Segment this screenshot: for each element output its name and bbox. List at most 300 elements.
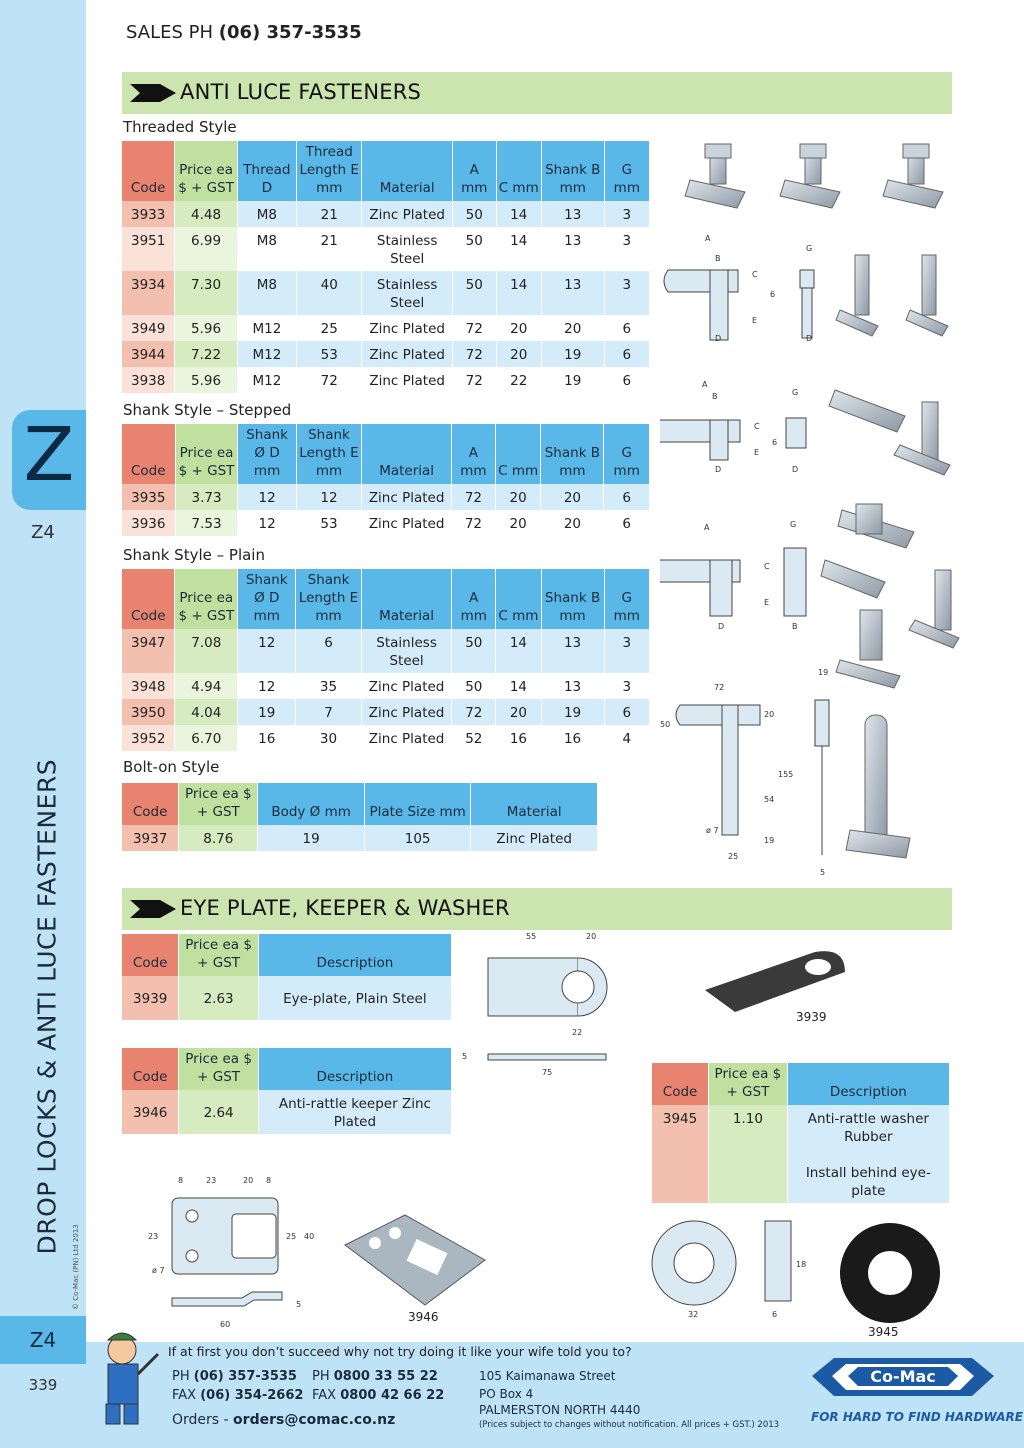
tagline: FOR HARD TO FIND HARDWARE [811,1410,1023,1424]
column-header: Price ea $ + GST [179,783,258,825]
product-code: 3935 [122,484,175,510]
footer-fax [172,1388,303,1403]
table-cell: M12 [237,367,296,393]
dimension-label: 5 [296,1300,302,1309]
page-tag: Z4 [31,522,55,543]
copyright: © Co-Mac (PN) Ltd 2013 [72,1224,80,1310]
table-cell: 20 [495,484,541,510]
table-cell: 13 [541,271,604,315]
sales-phone-header [126,22,362,43]
column-header: Code [122,934,179,976]
dimension-label: B [792,622,798,631]
dimension-label: 5 [462,1052,468,1061]
column-header: Code [122,783,179,825]
dimension-label: 55 [526,932,537,941]
product-code: 3939 [122,976,179,1020]
dimension-label: 8 [178,1176,184,1185]
table-cell: 50 [452,629,496,673]
column-header: Price ea $ + GST [175,141,237,201]
price-cell: 6.70 [175,725,238,751]
table-cell: 21 [296,201,361,227]
bottom-tag: Z4 [0,1316,86,1364]
dimension-label: E [764,598,770,607]
table-cell: Eye-plate, Plain Steel [258,976,451,1020]
column-header: Plate Size mm [364,783,471,825]
dimension-label: G [792,388,799,397]
dimension-label: C [764,562,770,571]
dimension-label: E [752,316,758,325]
plain-table [122,569,650,751]
table-cell: 19 [541,367,604,393]
header-row [122,569,650,629]
column-header: Thread D [237,141,296,201]
dimension-label: 32 [688,1310,699,1319]
section-letter: Z [23,412,75,498]
table-cell: 20 [541,484,604,510]
stepped-table [122,424,650,536]
dimension-label: A [702,380,708,389]
dimension-label: 20 [764,710,775,719]
stepped-fastener-photos [829,390,950,475]
eyeplate-diagram [470,930,620,1080]
product-code: 3952 [122,725,175,751]
table-cell: M8 [237,227,296,271]
dimension-label: E [754,448,760,457]
table-row [122,1090,452,1134]
logo-text: Co-Mac [870,1367,936,1386]
dimension-label: 19 [818,668,829,677]
product-code: 3946 [122,1090,179,1134]
dimension-label: 23 [148,1232,159,1241]
ph-number: (06) 357-3535 [193,1369,297,1384]
product-code: 3934 [122,271,175,315]
address-line-2: PO Box 4 [479,1387,534,1401]
column-header: Price ea $ + GST [709,1063,788,1105]
table-cell: 50 [452,271,496,315]
sales-label: SALES PH [126,22,214,43]
dimension-label: C [754,422,760,431]
price-cell: 4.94 [175,673,238,699]
dimension-label: 25 [286,1232,297,1241]
price-cell: 4.48 [175,201,237,227]
eyeplate-table [122,934,452,1020]
bolton-title: Bolt-on Style [123,758,220,776]
column-header: Shank Ø D mm [238,569,296,629]
price-cell: 2.64 [179,1090,258,1134]
keeper-diagram [150,1170,330,1320]
column-header: G mm [604,141,649,201]
table-cell: 3 [604,227,649,271]
dimension-label: G [806,244,813,253]
table-row [122,484,650,510]
table-cell: 20 [496,699,541,725]
price-cell: 4.04 [175,699,238,725]
freeph-label: PH [312,1369,330,1384]
table-cell: 16 [496,725,541,751]
threaded-diagram [664,270,814,340]
table-cell: 3 [604,629,649,673]
dimension-label: 20 [243,1176,254,1185]
table-cell: 20 [541,510,604,536]
keeper-caption: 3946 [408,1310,439,1324]
column-header: Material [361,569,452,629]
dimension-label: 72 [714,683,725,692]
table-cell: 12 [238,484,296,510]
vertical-title: DROP LOCKS & ANTI LUCE FASTENERS [32,758,62,1255]
footer-freefax [312,1388,444,1403]
column-header: Body Ø mm [258,783,365,825]
table-cell: 40 [296,271,361,315]
table-cell: Zinc Plated [362,484,452,510]
table-cell: 3 [604,673,649,699]
table-row [122,976,452,1020]
price-cell: 1.10 [709,1105,788,1203]
table-cell: 53 [296,510,362,536]
table-cell: Zinc Plated [362,510,452,536]
table-row [122,315,650,341]
column-header: G mm [604,569,649,629]
plain-fastener-photos [821,504,959,688]
column-header: Price ea $ + GST [179,934,258,976]
column-header: C mm [495,424,541,484]
section-title: ANTI LUCE FASTENERS [180,80,422,104]
column-header: G mm [604,424,650,484]
eyeplate-caption: 3939 [796,1010,827,1024]
table-cell: 6 [604,484,650,510]
table-cell: Zinc Plated [362,201,452,227]
column-header: Description [258,1048,451,1090]
column-header: Shank Length E mm [296,569,361,629]
table-cell: 19 [238,699,296,725]
table-cell: 21 [296,227,361,271]
freeph-number: 0800 33 55 22 [333,1369,438,1384]
product-code: 3945 [652,1105,709,1203]
dimension-label: D [806,334,813,343]
footer-phone [172,1369,297,1384]
table-cell: 72 [452,315,496,341]
header-row [122,934,452,976]
table-cell: Anti-rattle washer Rubber Install behind eye-plate [787,1105,949,1203]
dimension-label: 5 [820,868,826,877]
price-cell: 3.73 [175,484,238,510]
address-line-3: PALMERSTON NORTH 4440 [479,1403,641,1417]
price-cell: 8.76 [179,825,258,851]
table-row [122,725,650,751]
header-row [122,141,650,201]
column-header: A mm [452,141,496,201]
table-row [122,629,650,673]
table-cell: 6 [604,699,649,725]
product-illustrations [660,140,960,860]
dimension-label: B [712,392,718,401]
freefax-number: 0800 42 66 22 [340,1388,445,1403]
table-cell: 72 [452,367,496,393]
table-cell: 13 [541,227,604,271]
column-header: Price ea $ + GST [175,569,238,629]
table-cell: 25 [296,315,361,341]
plain-diagram [660,548,806,616]
washer-caption: 3945 [868,1325,899,1339]
table-cell: Zinc Plated [362,315,452,341]
table-cell: 72 [296,367,361,393]
bolton-fastener-photo [846,715,910,858]
washer-diagram [650,1215,950,1325]
table-row [122,227,650,271]
table-cell: 14 [496,227,541,271]
column-header: Shank Ø D mm [238,424,296,484]
table-cell: 13 [541,201,604,227]
orders-label: Orders - [172,1412,229,1428]
dimension-label: 75 [542,1068,553,1077]
column-header: Material [471,783,598,825]
table-cell: Stainless Steel [362,227,452,271]
table-cell: Zinc Plated [471,825,598,851]
table-cell: Zinc Plated [361,699,452,725]
footer-quote: If at first you don’t succeed why not try doing it like your wife told you to? [168,1344,632,1359]
table-cell: Zinc Plated [362,341,452,367]
product-code: 3933 [122,201,175,227]
column-header: Description [258,934,451,976]
table-cell: 14 [496,271,541,315]
sidebar [0,0,86,1448]
arrow-icon [130,900,176,918]
table-row [122,699,650,725]
product-code: 3937 [122,825,179,851]
table-row [122,367,650,393]
table-cell: 6 [604,510,650,536]
bolton-table [122,783,598,851]
header-row [122,424,650,484]
footer-orders [172,1412,395,1428]
dimension-label: 25 [728,852,739,861]
table-cell: 19 [258,825,365,851]
table-row [122,673,650,699]
sales-phone: (06) 357-3535 [218,22,362,43]
price-cell: 7.22 [175,341,237,367]
comac-logo [812,1350,994,1406]
column-header: Shank B mm [541,141,604,201]
header-row [122,783,598,825]
table-cell: 35 [296,673,361,699]
table-cell: 50 [452,201,496,227]
table-cell: 20 [541,315,604,341]
threaded-table [122,141,650,393]
table-cell: 12 [296,484,362,510]
table-cell: Stainless Steel [361,629,452,673]
price-cell: 7.08 [175,629,238,673]
column-header: Shank B mm [541,424,604,484]
fax-number: (06) 354-2662 [200,1388,304,1403]
table-cell: 6 [604,367,649,393]
table-cell: 20 [496,315,541,341]
stepped-diagram [660,418,806,460]
table-row [122,201,650,227]
table-cell: 72 [452,341,496,367]
address-line-1: 105 Kaimanawa Street [479,1369,616,1383]
table-cell: 22 [496,367,541,393]
eyeplate-photo [700,945,850,1025]
table-row [122,510,650,536]
table-cell: 3 [604,201,649,227]
dimension-label: 6 [772,438,778,447]
table-cell: 14 [496,629,541,673]
product-code: 3950 [122,699,175,725]
section-title: EYE PLATE, KEEPER & WASHER [180,896,510,920]
header-row [652,1063,950,1105]
product-code: 3947 [122,629,175,673]
dimension-label: 60 [220,1320,231,1329]
dimension-label: B [715,254,721,263]
column-header: A mm [452,569,496,629]
dimension-label: 54 [764,795,775,804]
dimension-label: 6 [770,290,776,299]
dimension-label: 19 [764,836,775,845]
table-cell: Zinc Plated [362,367,452,393]
dimension-label: 8 [266,1176,272,1185]
table-cell: 20 [496,341,541,367]
table-cell: 72 [452,699,496,725]
table-cell: 16 [541,725,604,751]
column-header: Shank Length E mm [296,424,362,484]
table-cell: 6 [604,315,649,341]
table-cell: Zinc Plated [361,725,452,751]
table-cell: 12 [238,510,296,536]
column-header: Material [362,424,452,484]
dimension-label: ø 7 [152,1266,165,1275]
column-header: Price ea $ + GST [175,424,238,484]
table-row [122,271,650,315]
column-header: Code [122,569,175,629]
column-header: Code [122,141,175,201]
table-cell: 53 [296,341,361,367]
table-cell: 52 [452,725,496,751]
dimension-label: A [704,523,710,532]
product-code: 3948 [122,673,175,699]
dimension-label: G [790,520,797,529]
table-cell: 72 [451,484,495,510]
column-header: Price ea $ + GST [179,1048,258,1090]
ph-label: PH [172,1369,190,1384]
price-cell: 5.96 [175,315,237,341]
arrow-icon [130,84,176,102]
table-cell: 7 [296,699,361,725]
table-cell: M8 [237,271,296,315]
bolton-diagram [676,700,829,855]
price-cell: 6.99 [175,227,237,271]
table-cell: Zinc Plated [361,673,452,699]
dimension-label: D [792,465,799,474]
table-cell: 16 [238,725,296,751]
dimension-label: D [718,622,725,631]
column-header: Code [652,1063,709,1105]
table-cell: Stainless Steel [362,271,452,315]
dimension-label: 50 [660,720,671,729]
table-cell: 13 [541,629,604,673]
dimension-label: 6 [772,1310,778,1319]
table-cell: M8 [237,201,296,227]
dimension-label: 22 [572,1028,583,1037]
threaded-title: Threaded Style [123,118,237,136]
dimension-label: D [715,334,722,343]
table-cell: 19 [541,341,604,367]
section-banner-anti-luce [122,72,952,114]
product-code: 3938 [122,367,175,393]
table-cell: 12 [238,629,296,673]
dimension-label: D [715,465,722,474]
column-header: Shank B mm [541,569,604,629]
section-banner-eye-plate [122,888,952,930]
dimension-label: 20 [586,932,597,941]
dimension-label: 18 [796,1260,807,1269]
table-cell: 20 [495,510,541,536]
dimension-label: 23 [206,1176,217,1185]
column-header: C mm [496,141,541,201]
dimension-label: 40 [304,1232,315,1241]
price-cell: 7.53 [175,510,238,536]
product-code: 3949 [122,315,175,341]
column-header: Code [122,424,175,484]
product-code: 3944 [122,341,175,367]
mechanic-mascot-icon [88,1324,164,1430]
table-cell: 14 [496,673,541,699]
table-row [122,341,650,367]
header-row [122,1048,452,1090]
product-code: 3936 [122,510,175,536]
table-cell: 12 [238,673,296,699]
column-header: Description [787,1063,949,1105]
column-header: Material [362,141,452,201]
column-header: Thread Length E mm [296,141,361,201]
table-cell: 105 [364,825,471,851]
table-cell: 6 [604,341,649,367]
table-cell: 6 [296,629,361,673]
column-header: Code [122,1048,179,1090]
column-header: A mm [451,424,495,484]
table-cell: 13 [541,673,604,699]
table-cell: 30 [296,725,361,751]
dimension-label: 155 [778,770,794,779]
table-cell: M12 [237,315,296,341]
disclaimer: (Prices subject to changes without notification. All prices + GST.) 2013 [479,1420,780,1430]
table-cell: 50 [452,227,496,271]
washer-table [652,1063,950,1203]
price-cell: 2.63 [179,976,258,1020]
stepped-title: Shank Style – Stepped [123,401,292,419]
footer-freephone [312,1369,438,1384]
table-cell: M12 [237,341,296,367]
price-cell: 7.30 [175,271,237,315]
product-code: 3951 [122,227,175,271]
table-row [652,1105,950,1203]
table-row [122,825,598,851]
orders-email[interactable]: orders@comac.co.nz [233,1412,396,1428]
table-cell: 14 [496,201,541,227]
column-header: C mm [496,569,541,629]
table-cell: 3 [604,271,649,315]
plain-title: Shank Style – Plain [123,546,265,564]
table-cell: 72 [451,510,495,536]
page-number: 339 [28,1376,58,1394]
keeper-photo [340,1205,490,1315]
fax-label: FAX [172,1388,197,1403]
table-cell: Anti-rattle keeper Zinc Plated [258,1090,451,1134]
table-cell: 19 [541,699,604,725]
freefax-label: FAX [312,1388,337,1403]
dimension-label: A [705,234,711,243]
dimension-label: C [752,270,758,279]
table-cell: 4 [604,725,649,751]
price-cell: 5.96 [175,367,237,393]
